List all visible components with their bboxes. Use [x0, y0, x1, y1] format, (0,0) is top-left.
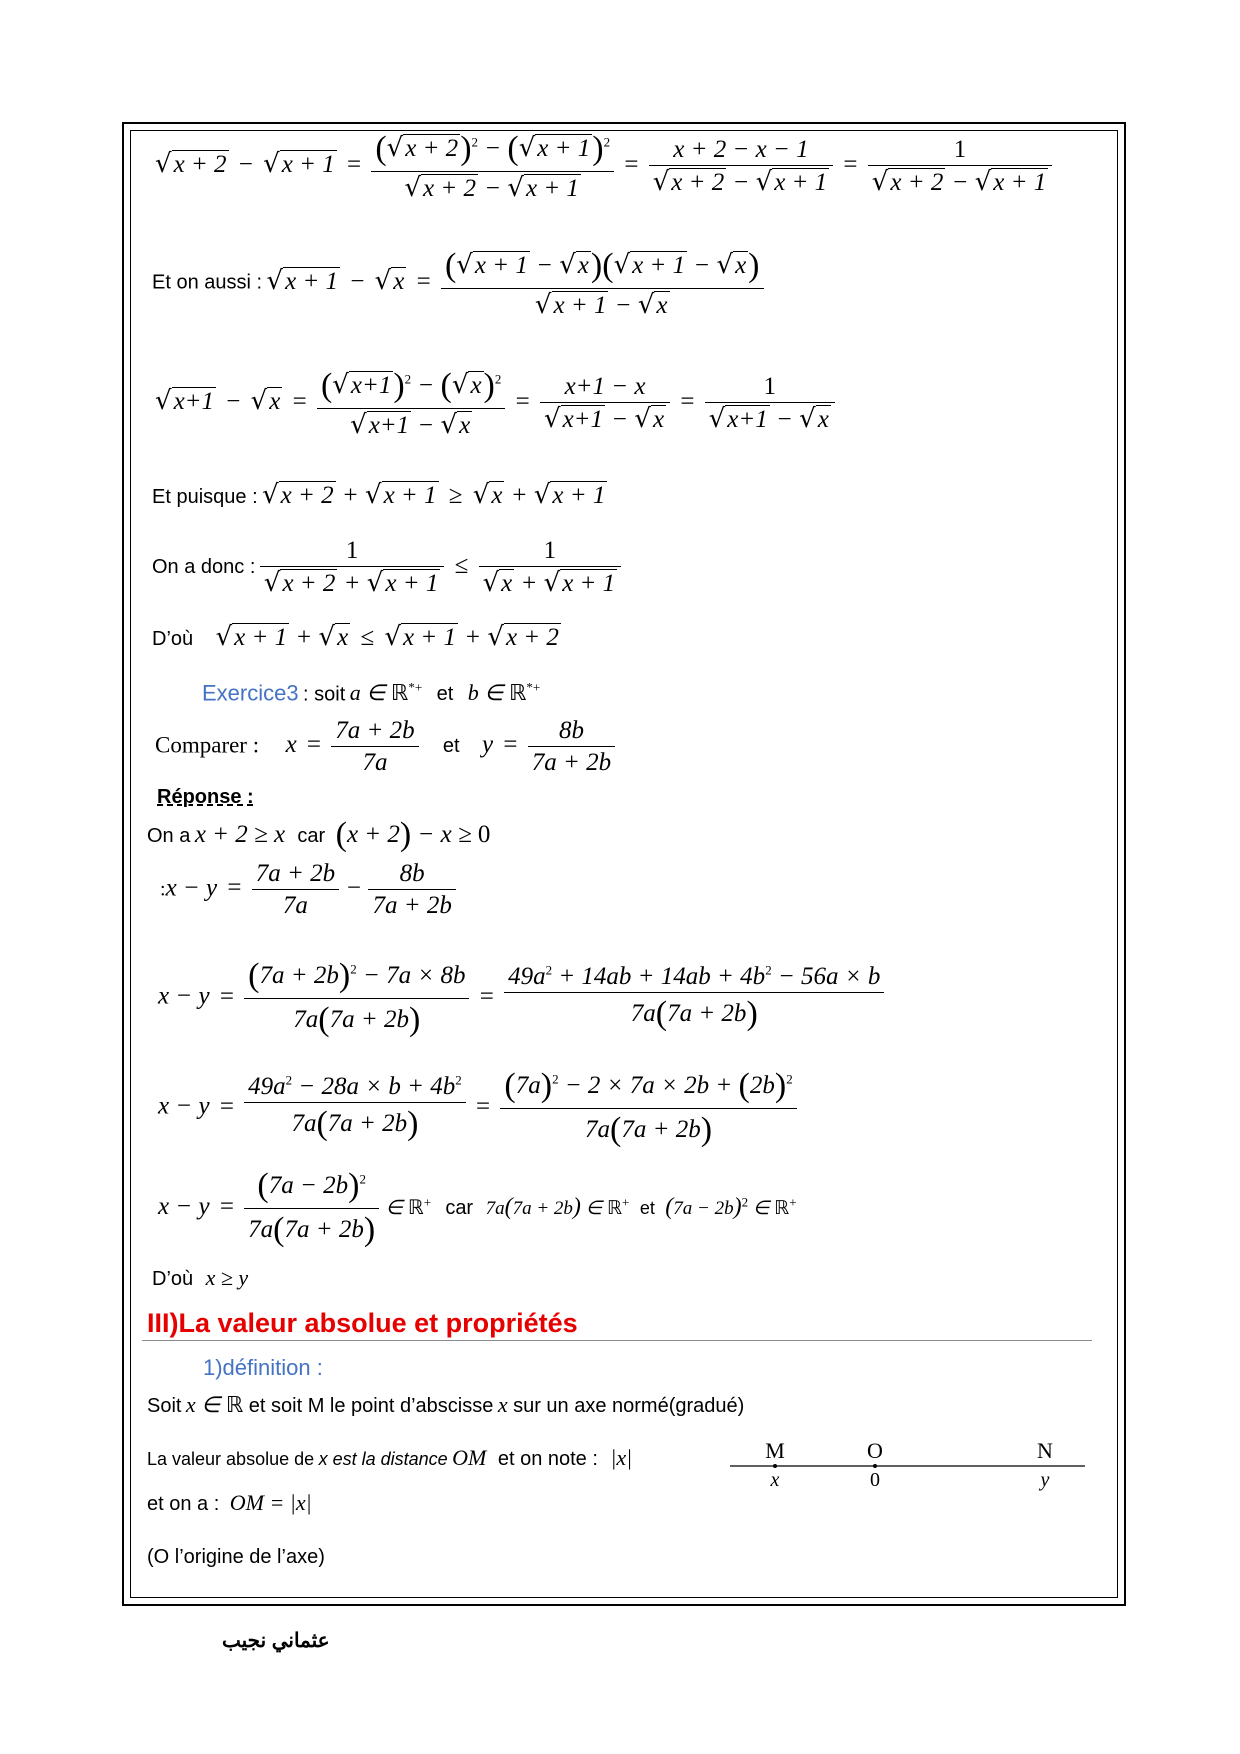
axis-point-o: O	[867, 1438, 883, 1463]
definition-text-1: et soit M le point d’abscisse	[248, 1395, 494, 1417]
axis-label-0: 0	[870, 1469, 880, 1491]
origin-note: (O l’origine de l’axe)	[147, 1546, 325, 1568]
number-axis	[730, 1438, 1090, 1498]
equation-4: Et puisque : √x + 2 + √x + 1 ≥ √x + √x + 1	[152, 480, 606, 510]
axis-dot-o	[873, 1464, 877, 1468]
equation-8: :x − y = $\frac{7a + 2b}{7a}$ − $\frac{8b}{7a + 2b}$	[160, 858, 456, 922]
exercise-title: Exercice3	[202, 680, 299, 706]
equation-9: x − y = $\frac{(7a + 2b)^2 - 7a \times 8b}{7a(7a + 2b)}$ = $\frac{49a^2 + 14ab + 14ab + 4b^2 - 56a \times b}{7a(7a + 2b)}$	[158, 955, 884, 1041]
compare-line: Comparer : x = $\frac{7a + 2b}{7a}$ et y = $\frac{8b}{7a + 2b}$	[155, 715, 615, 779]
axis-label-x: x	[770, 1469, 780, 1491]
equation-3: √x+1 − √x = $\frac{(√x+1)^2 - (√x)^2}{√x+1 - √x}$ = $\frac{x+1 - x}{√x+1 - √x}$ = $\frac{1}{√x+1 - √x}$	[155, 365, 835, 441]
distance-text: x est la distance	[318, 1449, 448, 1469]
on-a-label: On a	[147, 825, 191, 847]
et-label-1: et	[436, 683, 454, 706]
section-divider	[142, 1340, 1092, 1341]
definition-text-2: sur un axe normé(gradué)	[513, 1395, 745, 1417]
et-label-2: et	[442, 735, 460, 758]
reponse-heading: Réponse :	[157, 786, 254, 808]
axis-label-y: y	[1040, 1469, 1050, 1491]
et-label-3: et	[639, 1197, 655, 1218]
et-puisque-label: Et puisque :	[152, 486, 258, 508]
definition-line-1: Soit x ∈ ℝ et soit M le point d’abscisse x sur un axe normé(gradué)	[147, 1392, 745, 1417]
subsection-title: 1)définition :	[203, 1355, 323, 1380]
equation-11: x − y = $\frac{(7a - 2b)^2}{7a(7a + 2b)}$ ∈ ℝ+ car 7a(7a + 2b) ∈ ℝ+ et $(7a - 2b)^2$ ∈ ℝ+	[158, 1165, 797, 1251]
equation-2: Et on aussi : √x + 1 − √x = $\frac{(√x + 1 - √x)(√x + 1 - √x)}{√x + 1 - √x}$	[152, 245, 764, 321]
definition-line-3: et on a : OM = |x|	[147, 1490, 312, 1515]
et-on-note-text: et on note :	[497, 1448, 598, 1470]
axis-point-n: N	[1037, 1438, 1053, 1463]
soit-label-2: Soit	[147, 1395, 182, 1417]
exercise-header: Exercice3 : soit a ∈ ℝ*+ et b ∈ ℝ*+	[202, 680, 541, 706]
section-title: III)La valeur absolue et propriétés	[147, 1308, 578, 1338]
equation-1: √x + 2 − √x + 1 = $\frac{(√x + 2)^2 - (√x + 1)^2}{√x + 2 - √x + 1}$ = $\frac{x + 2 - x - 1}{√x + 2 - √x + 1}$ = $\frac{1}{√x + 2 - √x + 1}$	[155, 128, 1052, 204]
soit-label: : soit	[303, 683, 346, 706]
car-label-1: car	[297, 825, 326, 847]
comparer-label: Comparer :	[155, 732, 260, 758]
et-on-aussi-label: Et on aussi :	[152, 271, 263, 294]
equation-6: D’où √x + 1 + √x ≤ √x + 1 + √x + 2	[152, 622, 559, 652]
et-on-a-text: et on a :	[147, 1493, 220, 1515]
equation-10: x − y = $\frac{49a^2 - 28a \times b + 4b^2}{7a(7a + 2b)}$ = $\frac{(7a)^2 - 2 \times 7a \times 2b + (2b)^2}{7a(7a + 2b)}$	[158, 1065, 797, 1151]
equation-7: On a x + 2 ≥ x car (x + 2) − x ≥ 0	[147, 816, 491, 853]
axis-dot-m	[773, 1464, 777, 1468]
car-label-2: car	[445, 1196, 474, 1219]
valeur-absolue-text: La valeur absolue de	[147, 1449, 315, 1469]
on-a-donc-label: On a donc :	[152, 556, 256, 579]
author-footer: عثماني نجيب	[222, 1630, 330, 1652]
axis-point-m: M	[765, 1438, 785, 1463]
equation-12: D’où x ≥ y	[152, 1265, 249, 1290]
d-ou-label: D’où	[152, 628, 194, 650]
equation-5: On a donc : $\frac{1}{√x + 2 + √x + 1}$ ≤ $\frac{1}{√x + √x + 1}$	[152, 535, 621, 600]
definition-line-2: La valeur absolue de x est la distance OM et on note : |x|	[147, 1445, 633, 1470]
d-ou-label-2: D’où	[152, 1268, 194, 1290]
